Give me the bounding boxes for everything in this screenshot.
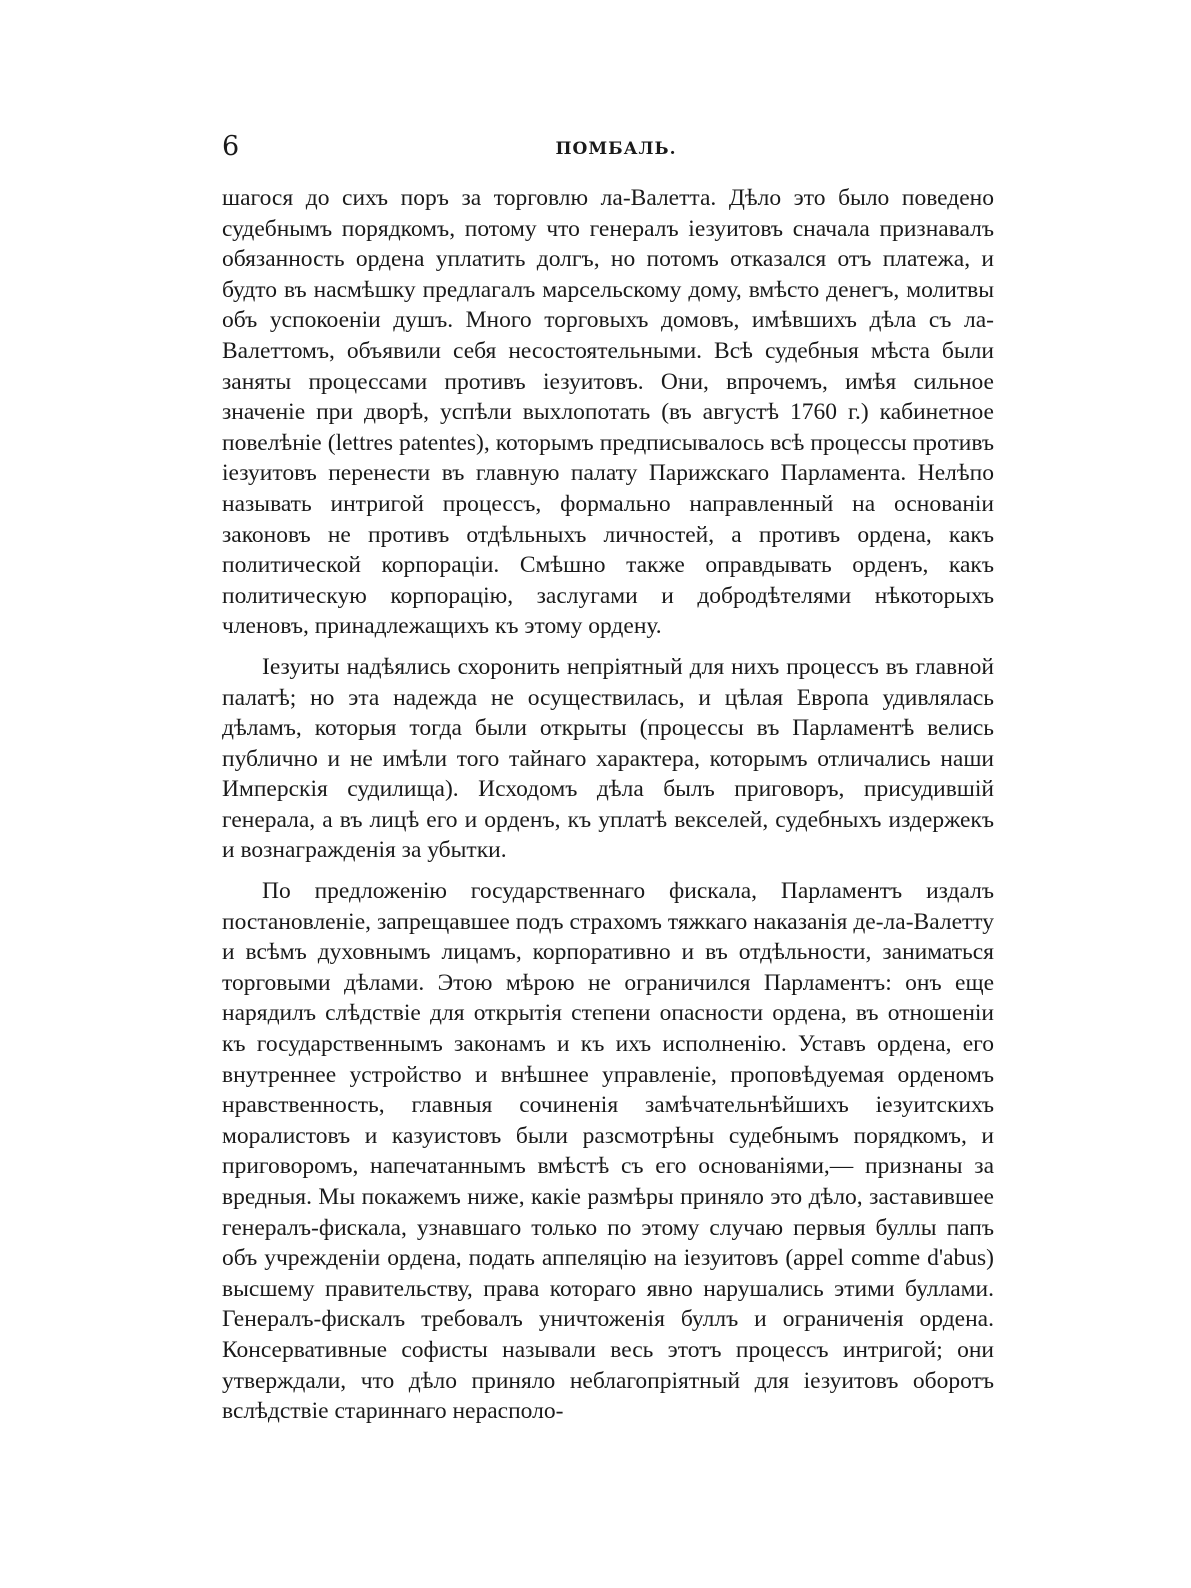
paragraph: Іезуиты надѣялись схоронить непріятный для нихъ процессъ въ главной палатѣ; но эта надежда не осуществилась, и цѣлая Европа удивлялась дѣламъ, которыя тогда были открыты (процессы въ Парламентѣ велись публично и не имѣли того тайнаго характера, которымъ отличались наши Имперскія судилища). Исходомъ дѣла былъ приговоръ, присудившій генерала, а въ лицѣ его и орденъ, къ уплатѣ векселей, судебныхъ издержекъ и вознагражденія за убытки. bbox=[222, 653, 994, 864]
paragraph: По предложенію государственнаго фискала, Парламентъ издалъ постановленіе, запрещавшее подъ страхомъ тяжкаго наказанія де-ла-Валетту и всѣмъ духовнымъ лицамъ, корпоративно и въ отдѣльности, заниматься торговыми дѣлами. Этою мѣрою не ограничился Парламентъ: онъ еще нарядилъ слѣдствіе для открытія степени опасности ордена, въ отношеніи къ государственнымъ законамъ и къ ихъ исполненію. Уставъ ордена, его внутреннее устройство и внѣшнее управленіе, проповѣдуемая орденомъ нравственность, главныя сочиненія замѣчательнѣйшихъ іезуитскихъ моралистовъ и казуистовъ были разсмотрѣны судебнымъ порядкомъ, и приговоромъ, напечатаннымъ вмѣстѣ съ его основаніями,— признаны за вредныя. Мы покажемъ ниже, какіе размѣры приняло это дѣло, заставившее генералъ-фискала, узнавшаго только по этому случаю первыя буллы папъ объ учрежденіи ордена, подать аппеляцію на іезуитовъ (appel comme d'abus) высшему правительству, права котораго явно нарушались этими буллами. Генералъ-фискалъ требовалъ уничтоженія буллъ и ограниченія ордена. Консервативные софисты называли весь этотъ процессъ интригой; они утверждали, что дѣло приняло неблагопріятный для іезуитовъ оборотъ вслѣдствіе стариннаго нерасполо- bbox=[222, 878, 994, 1425]
page-number: 6 bbox=[222, 131, 240, 162]
running-title: ПОМБАЛЬ. bbox=[555, 139, 677, 159]
page-header bbox=[222, 132, 1010, 168]
paragraph-continued: шагося до сихъ поръ за торговлю ла-Валетта. Дѣло это было поведено судебнымъ порядкомъ, потому что генералъ іезуитовъ сначала признавалъ обязанность ордена уплатить долгъ, но потомъ отказался отъ платежа, и будто въ насмѣшку предлагалъ марсельскому дому, вмѣсто денегъ, молитвы объ успокоеніи душъ. Много торговыхъ домовъ, имѣвшихъ дѣла съ ла-Валеттомъ, объявили себя несостоятельными. Всѣ судебныя мѣста были заняты процессами противъ іезуитовъ. Они, впрочемъ, имѣя сильное значеніе при дворѣ, успѣли выхлопотать (въ августѣ 1760 г.) кабинетное повелѣніе (lettres patentes), которымъ предписывалось всѣ процессы противъ іезуитовъ перенести въ главную палату Парижскаго Парламента. Нелѣпо называть интригой процессъ, формально направленный на основаніи законовъ не противъ отдѣльныхъ личностей, а противъ ордена, какъ политической корпораціи. Смѣшно также оправдывать орденъ, какъ политическую корпорацію, заслугами и добродѣтелями нѣкоторыхъ членовъ, принадлежащихъ къ этому ордену. bbox=[222, 185, 994, 640]
body-text bbox=[222, 183, 994, 1427]
